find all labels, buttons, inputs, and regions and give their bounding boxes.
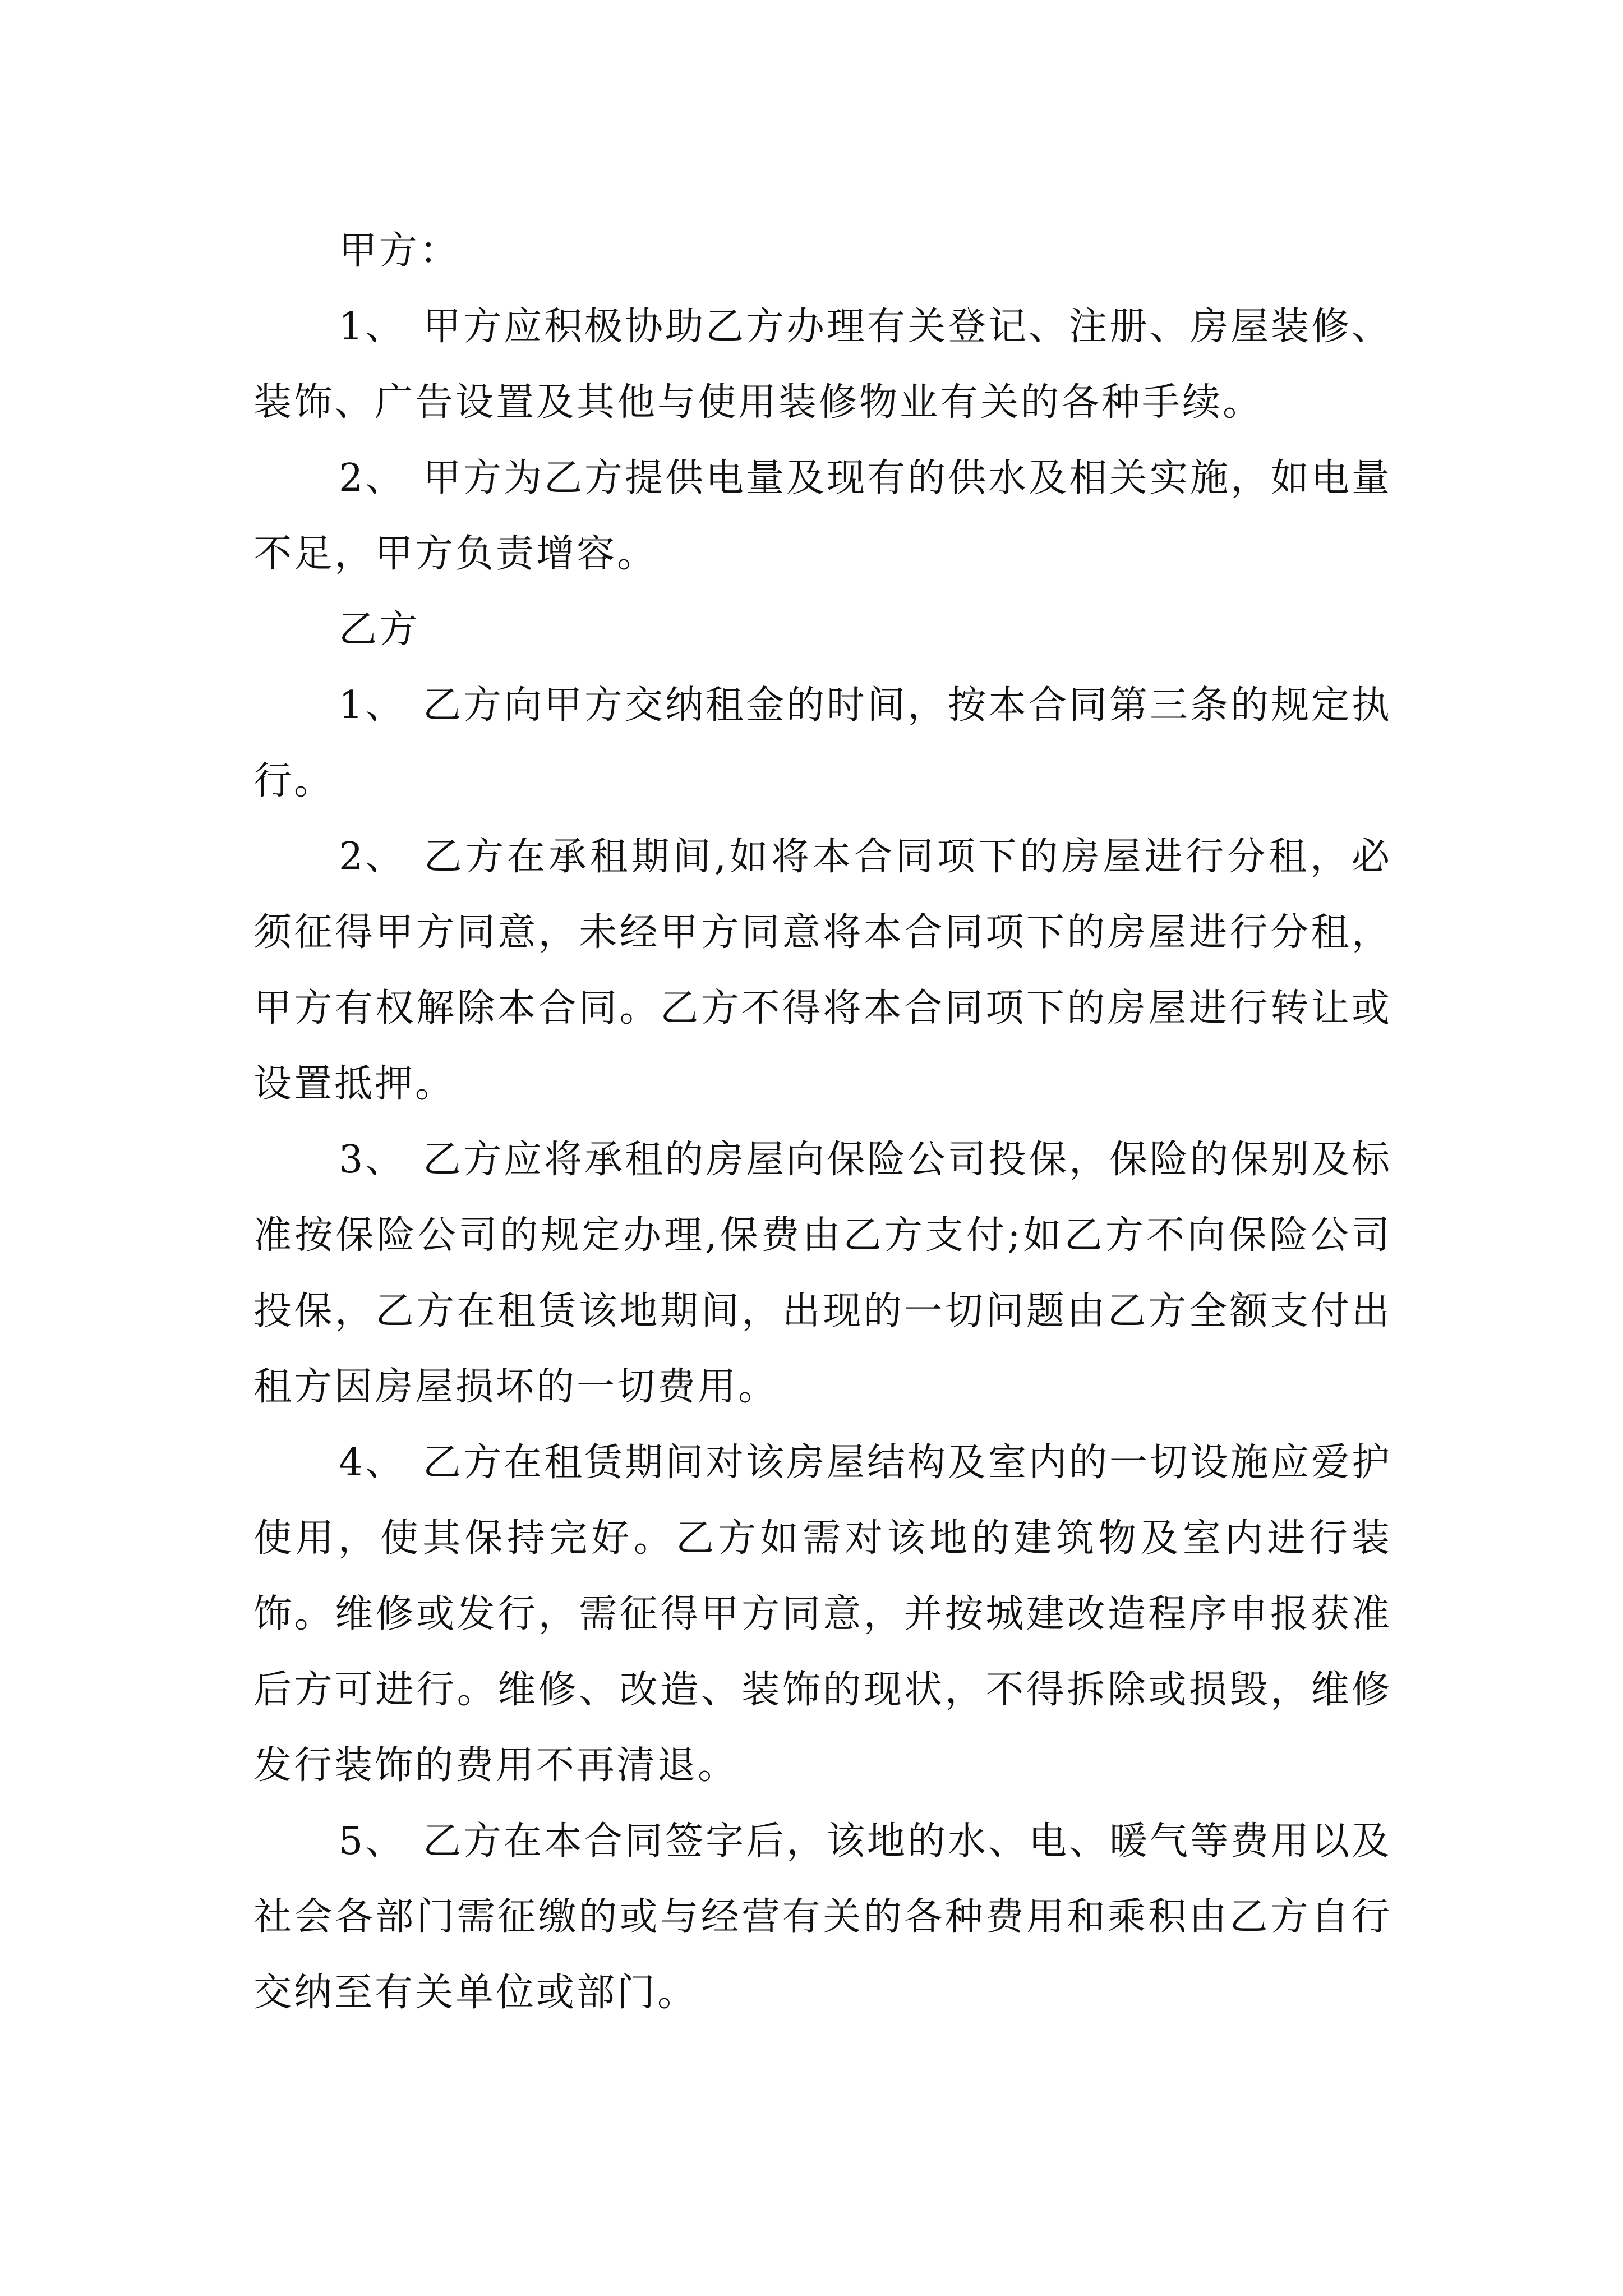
clause-number: 1、: [339, 305, 406, 349]
party-a-clause-2: [253, 440, 1392, 592]
party-a-clause-1: [253, 289, 1392, 440]
clause-number: 2、: [339, 456, 406, 500]
party-b-clause-4: [253, 1425, 1392, 1803]
document-body: [253, 213, 1392, 2031]
clause-number: 5、: [339, 1819, 406, 1864]
clause-text: 乙方在租赁期间对该房屋结构及室内的一切设施应爱护使用，使其保持完好。乙方如需对该地的建筑物及室内进行装饰。维修或发行，需征得甲方同意，并按城建改造程序申报获准后方可进行。维修、改造、装饰的现状，不得拆除或损毁，维修发行装饰的费用不再清退。: [253, 1441, 1393, 1788]
party-b-clause-1: [253, 668, 1392, 819]
clause-text: 乙方向甲方交纳租金的时间，按本合同第三条的规定执行。: [253, 683, 1393, 803]
party-b-clause-5: [253, 1803, 1392, 2031]
clause-number: 2、: [339, 835, 406, 879]
clause-number: 4、: [339, 1441, 406, 1485]
party-b-heading: 乙方: [339, 608, 420, 652]
clause-text: 乙方在本合同签字后，该地的水、电、暖气等费用以及社会各部门需征缴的或与经营有关的各种费用和乘积由乙方自行交纳至有关单位或部门。: [253, 1819, 1393, 2015]
clause-number: 1、: [339, 683, 406, 728]
clause-text: 乙方在承租期间,如将本合同项下的房屋进行分租，必须征得甲方同意，未经甲方同意将本合同项下的房屋进行分租，甲方有权解除本合同。乙方不得将本合同项下的房屋进行转让或设置抵押。: [253, 835, 1392, 1106]
clause-text: 乙方应将承租的房屋向保险公司投保，保险的保别及标准按保险公司的规定办理,保费由乙方支付;如乙方不向保险公司投保，乙方在租赁该地期间，出现的一切问题由乙方全额支付出租方因房屋损坏的一切费用。: [253, 1138, 1393, 1409]
party-b-clause-2: [253, 819, 1392, 1122]
clause-text: 甲方应积极协助乙方办理有关登记、注册、房屋装修、装饰、广告设置及其他与使用装修物业有关的各种手续。: [253, 305, 1393, 425]
clause-text: 甲方为乙方提供电量及现有的供水及相关实施，如电量不足，甲方负责增容。: [253, 456, 1393, 576]
party-a-heading: 甲方：: [339, 229, 460, 273]
clause-number: 3、: [339, 1138, 406, 1182]
party-b-clause-3: [253, 1122, 1392, 1425]
